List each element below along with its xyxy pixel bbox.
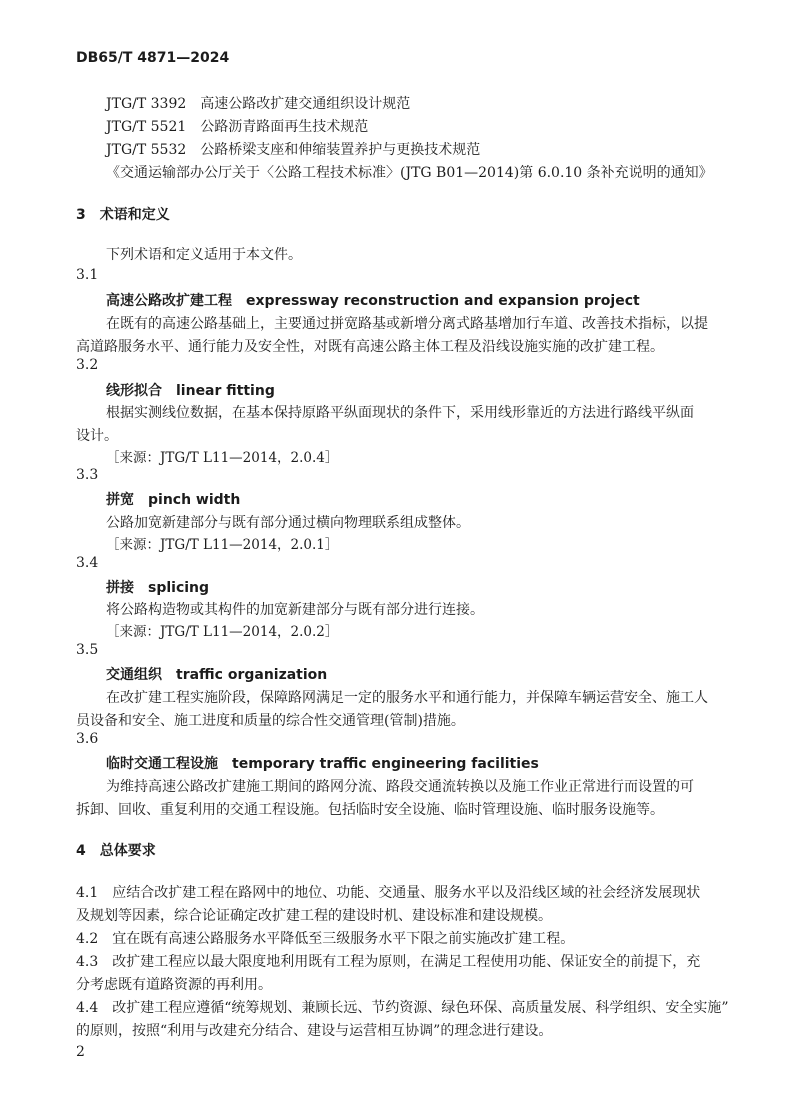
term-source: ［来源：JTG/T L11—2014，2.0.1］ — [106, 537, 339, 553]
term-number: 3.4 — [76, 555, 99, 571]
clause-item: 4.3 改扩建工程应以最大限度地利用既有工程为原则，在满足工程使用功能、保证安全的前提下，充 — [76, 954, 701, 970]
document-id: DB65/T 4871—2024 — [76, 50, 230, 66]
term-chinese: 拼宽 — [106, 492, 134, 508]
term-english: temporary traffic engineering facilities — [232, 756, 539, 772]
section-title: 3 术语和定义 — [76, 207, 170, 223]
term-definition: 在既有的高速公路基础上，主要通过拼宽路基或新增分离式路基增加行车道、改善技术指标，以提 — [106, 316, 708, 332]
term-chinese: 临时交通工程设施 — [106, 756, 218, 772]
term-number: 3.2 — [76, 357, 99, 373]
term-english: pinch width — [148, 492, 241, 508]
term-number: 3.5 — [76, 642, 99, 658]
clause-item: 4.1 应结合改扩建工程在路网中的地位、功能、交通量、服务水平以及沿线区域的社会经济发展现状 — [76, 885, 701, 901]
term-chinese: 线形拟合 — [106, 383, 162, 399]
term-heading — [106, 489, 240, 509]
term-heading — [106, 380, 275, 400]
section-title: 4 总体要求 — [76, 843, 156, 859]
term-english: traffic organization — [176, 667, 328, 683]
term-heading — [106, 664, 327, 684]
term-number: 3.6 — [76, 731, 99, 747]
reference-item: JTG/T 5532 公路桥梁支座和伸缩装置养护与更换技术规范 — [106, 142, 481, 158]
term-definition: 将公路构造物或其构件的加宽新建部分与既有部分进行连接。 — [106, 602, 484, 618]
clause-item: 及规划等因素，综合论证确定改扩建工程的建设时机、建设标准和建设规模。 — [76, 908, 552, 924]
page-number: 2 — [76, 1044, 85, 1060]
clause-item: 4.4 改扩建工程应遵循“统筹规划、兼顾长远、节约资源、绿色环保、高质量发展、科学组织、安全实施” — [76, 1000, 729, 1016]
term-chinese: 交通组织 — [106, 667, 162, 683]
term-english: expressway reconstruction and expansion project — [246, 293, 640, 309]
term-chinese: 拼接 — [106, 580, 134, 596]
term-definition: 公路加宽新建部分与既有部分通过横向物理联系组成整体。 — [106, 515, 470, 531]
term-definition: 拆卸、回收、重复利用的交通工程设施。包括临时安全设施、临时管理设施、临时服务设施等。 — [76, 802, 664, 818]
term-definition: 高道路服务水平、通行能力及安全性，对既有高速公路主体工程及沿线设施实施的改扩建工程。 — [76, 339, 664, 355]
term-english: splicing — [148, 580, 210, 596]
term-number: 3.1 — [76, 267, 99, 283]
term-heading — [106, 290, 640, 310]
term-definition: 在改扩建工程实施阶段，保障路网满足一定的服务水平和通行能力，并保障车辆运营安全、施工人 — [106, 690, 708, 706]
term-heading — [106, 753, 539, 773]
term-chinese: 高速公路改扩建工程 — [106, 293, 232, 309]
reference-item: JTG/T 5521 公路沥青路面再生技术规范 — [106, 119, 369, 135]
reference-item: JTG/T 3392 高速公路改扩建交通组织设计规范 — [106, 96, 411, 112]
term-definition: 员设备和安全、施工进度和质量的综合性交通管理(管制)措施。 — [76, 713, 465, 729]
section-intro: 下列术语和定义适用于本文件。 — [106, 247, 302, 263]
term-number: 3.3 — [76, 467, 99, 483]
clause-item: 分考虑既有道路资源的再利用。 — [76, 977, 272, 993]
term-heading — [106, 577, 209, 597]
term-definition: 根据实测线位数据，在基本保持原路平纵面现状的条件下，采用线形靠近的方法进行路线平纵面 — [106, 405, 694, 421]
term-definition: 为维持高速公路改扩建施工期间的路网分流、路段交通流转换以及施工作业正常进行而设置的可 — [106, 779, 694, 795]
term-source: ［来源：JTG/T L11—2014，2.0.4］ — [106, 450, 339, 466]
term-english: linear fitting — [176, 383, 275, 399]
term-definition: 设计。 — [76, 428, 118, 444]
term-source: ［来源：JTG/T L11—2014，2.0.2］ — [106, 624, 339, 640]
clause-item: 的原则，按照“利用与改建充分结合、建设与运营相互协调”的理念进行建设。 — [76, 1023, 553, 1039]
reference-item: 《交通运输部办公厅关于〈公路工程技术标准〉(JTG B01—2014)第 6.0.10 条补充说明的通知》 — [106, 165, 713, 181]
clause-item: 4.2 宜在既有高速公路服务水平降低至三级服务水平下限之前实施改扩建工程。 — [76, 931, 575, 947]
